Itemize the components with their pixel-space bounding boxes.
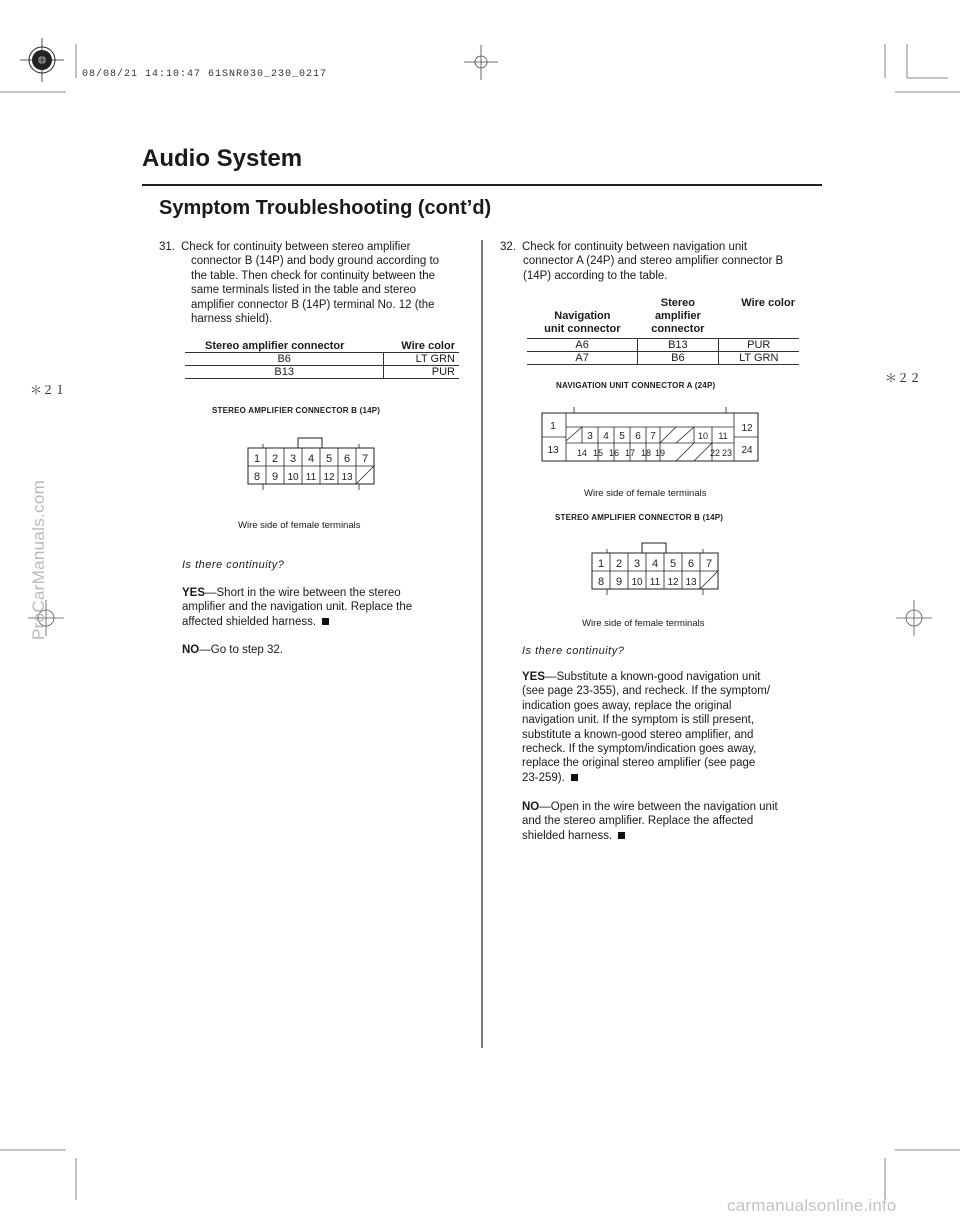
no-line: and the stereo amplifier. Replace the affected xyxy=(522,815,754,828)
side-watermark-link[interactable]: ProCarManuals.com xyxy=(29,479,48,640)
table-row xyxy=(185,366,459,379)
table-row xyxy=(527,352,799,365)
pin-label: 7 xyxy=(705,558,713,570)
end-square xyxy=(618,832,625,839)
table-cell: B6 xyxy=(638,352,718,365)
no-line xyxy=(522,800,822,814)
pin-label: 16 xyxy=(608,448,620,458)
header-line: amplifier xyxy=(654,310,701,322)
pin-label: 2 xyxy=(615,558,623,570)
pin-label: 22 xyxy=(709,448,721,458)
pin-label: 4 xyxy=(307,453,315,465)
left-side-mark: ＊２１ xyxy=(30,383,67,397)
pin-label: 18 xyxy=(640,448,652,458)
table-header-row xyxy=(527,297,799,339)
page-title: Audio System xyxy=(142,145,303,172)
step-31-line: amplifier connector B (14P) terminal No. 12 (the xyxy=(191,298,435,311)
pin-label: 4 xyxy=(603,431,609,442)
pin-label: 2 xyxy=(271,453,279,465)
connector-caption: Wire side of female terminals xyxy=(238,520,361,531)
step-31-text xyxy=(181,240,471,326)
table-header xyxy=(638,297,718,339)
pin-label: 11 xyxy=(305,472,317,483)
no-text: Go to step 32. xyxy=(210,644,283,656)
step-32-yes xyxy=(522,670,822,785)
yes-line xyxy=(522,670,822,684)
table-cell: LT GRN xyxy=(415,353,455,365)
dash: — xyxy=(199,644,211,656)
step-32-question: Is there continuity? xyxy=(522,645,625,657)
pin-label: 9 xyxy=(615,576,623,588)
pin-label: 11 xyxy=(649,577,661,588)
dash: — xyxy=(539,801,551,813)
step-31-number: 31. xyxy=(159,241,175,253)
pin-label: 10 xyxy=(631,577,643,588)
table-header: Stereo amplifier connector xyxy=(205,340,345,352)
pin-label: 17 xyxy=(624,448,636,458)
pin-label: 6 xyxy=(343,453,351,465)
table-header xyxy=(718,297,799,339)
pin-label: 8 xyxy=(597,576,605,588)
pin-label: 23 xyxy=(721,448,732,458)
pin-label: 10 xyxy=(697,431,709,441)
table-cell: LT GRN xyxy=(739,352,779,364)
yes-line xyxy=(182,615,472,629)
pin-label: 4 xyxy=(651,558,659,570)
nav-connector-title: NAVIGATION UNIT CONNECTOR A (24P) xyxy=(556,381,716,390)
pin-label: 13 xyxy=(341,472,353,483)
stereo-amp-connector-b-diagram-2 xyxy=(584,541,724,599)
header-line: Navigation xyxy=(554,310,611,322)
step-31-line: same terminals listed in the table and stereo xyxy=(191,284,417,297)
pin-label: 5 xyxy=(619,431,625,442)
pin-label: 3 xyxy=(587,431,593,442)
pin-label: 12 xyxy=(667,577,679,588)
no-line xyxy=(522,829,822,843)
pin-label: 11 xyxy=(718,431,728,441)
stereo-amp-connector-b-diagram xyxy=(240,436,380,494)
yes-line: recheck. If the symptom/indication goes away, xyxy=(522,743,757,756)
header-line: Wire color xyxy=(741,297,795,309)
yes-line: (see page 23-355), and recheck. If the symptom/ xyxy=(522,685,771,698)
table-header: Wire color xyxy=(401,340,455,352)
dash: — xyxy=(205,587,217,599)
pin-label: 3 xyxy=(289,453,297,465)
table-header-row xyxy=(185,340,459,353)
amp-connector-caption: Wire side of female terminals xyxy=(582,618,705,629)
pin-label: 12 xyxy=(323,472,335,483)
right-side-mark: ＊２２ xyxy=(885,371,922,385)
yes-text: 23-259). xyxy=(522,771,565,784)
header-line: Stereo xyxy=(660,297,695,309)
yes-label: YES xyxy=(182,587,206,599)
print-timestamp: 08/08/21 14:10:47 61SNR030_230_0217 xyxy=(82,69,328,80)
no-label: NO xyxy=(182,644,200,656)
pin-label: 5 xyxy=(325,453,333,465)
end-square xyxy=(571,774,578,781)
step-32-line: connector A (24P) and stereo amplifier connector B xyxy=(523,255,784,268)
pin-label: 6 xyxy=(635,431,641,442)
dash: — xyxy=(545,671,557,683)
step-32-number: 32. xyxy=(500,241,516,253)
table-cell: PUR xyxy=(431,366,455,378)
step-31-line: Check for continuity between stereo amplifier xyxy=(181,241,411,253)
step-32-table xyxy=(527,297,799,365)
header-line: unit connector xyxy=(544,323,621,335)
table-header xyxy=(527,297,638,339)
table-cell: A6 xyxy=(527,339,638,352)
pin-label: 24 xyxy=(741,445,753,456)
table-cell: B13 xyxy=(638,339,718,352)
yes-line: indication goes away, replace the original xyxy=(522,699,732,712)
pin-label: 7 xyxy=(361,453,369,465)
pin-label: 1 xyxy=(253,453,261,465)
step-32-text xyxy=(522,240,822,283)
yes-text: Short in the wire between the stereo xyxy=(216,587,401,599)
step-31-no xyxy=(182,643,283,657)
yes-line xyxy=(522,771,822,785)
step-32-no xyxy=(522,800,822,843)
header-line: connector xyxy=(651,323,705,335)
nav-connector-caption: Wire side of female terminals xyxy=(584,488,707,499)
nav-unit-connector-a-diagram xyxy=(536,405,766,467)
step-31-question: Is there continuity? xyxy=(182,559,285,571)
pin-label: 19 xyxy=(654,448,666,458)
amp-connector-title: STEREO AMPLIFIER CONNECTOR B (14P) xyxy=(555,513,724,522)
no-text: shielded harness. xyxy=(522,829,613,842)
step-31-yes xyxy=(182,586,472,629)
pin-label: 1 xyxy=(597,558,605,570)
yes-line: replace the original stereo amplifier (see page xyxy=(522,757,756,770)
pin-label: 13 xyxy=(685,577,697,588)
step-31-line: harness shield). xyxy=(191,313,273,326)
pin-label: 14 xyxy=(576,448,588,458)
pin-label: 13 xyxy=(547,445,559,456)
pin-label: 3 xyxy=(633,558,641,570)
no-text: Open in the wire between the navigation unit xyxy=(550,801,778,813)
no-label: NO xyxy=(522,801,540,813)
table-cell: PUR xyxy=(747,339,771,351)
pin-label: 7 xyxy=(650,431,656,442)
table-row xyxy=(527,339,799,352)
step-32-line: (14P) according to the table. xyxy=(523,269,668,282)
step-31-line: the table. Then check for continuity between the xyxy=(191,269,435,282)
pin-label: 12 xyxy=(741,423,753,434)
pin-label: 5 xyxy=(669,558,677,570)
pin-label: 9 xyxy=(271,471,279,483)
pin-label: 15 xyxy=(592,448,604,458)
step-31-line: connector B (14P) and body ground according to xyxy=(191,255,440,268)
pin-label: 6 xyxy=(687,558,695,570)
yes-line xyxy=(182,586,472,600)
table-row xyxy=(185,353,459,366)
pin-label: 1 xyxy=(550,421,556,432)
connector-title: STEREO AMPLIFIER CONNECTOR B (14P) xyxy=(212,406,381,415)
section-title: Symptom Troubleshooting (cont’d) xyxy=(159,197,492,219)
pin-label: 8 xyxy=(253,471,261,483)
step-31-table xyxy=(185,340,459,379)
yes-label: YES xyxy=(522,671,546,683)
footer-watermark-link[interactable]: carmanualsonline.info xyxy=(727,1196,897,1215)
table-cell: A7 xyxy=(527,352,638,365)
table-cell: B13 xyxy=(185,366,384,379)
title-rule xyxy=(142,184,822,186)
yes-line: substitute a known-good stereo amplifier, and xyxy=(522,728,754,741)
end-square xyxy=(322,618,329,625)
yes-line: navigation unit. If the symptom is still present, xyxy=(522,714,755,727)
step-32-line: Check for continuity between navigation unit xyxy=(522,241,748,253)
pin-label: 10 xyxy=(287,472,299,483)
yes-line: amplifier and the navigation unit. Replace the xyxy=(182,601,413,614)
table-cell: B6 xyxy=(185,353,384,366)
yes-text: Substitute a known-good navigation unit xyxy=(556,671,761,683)
yes-text: affected shielded harness. xyxy=(182,615,317,628)
